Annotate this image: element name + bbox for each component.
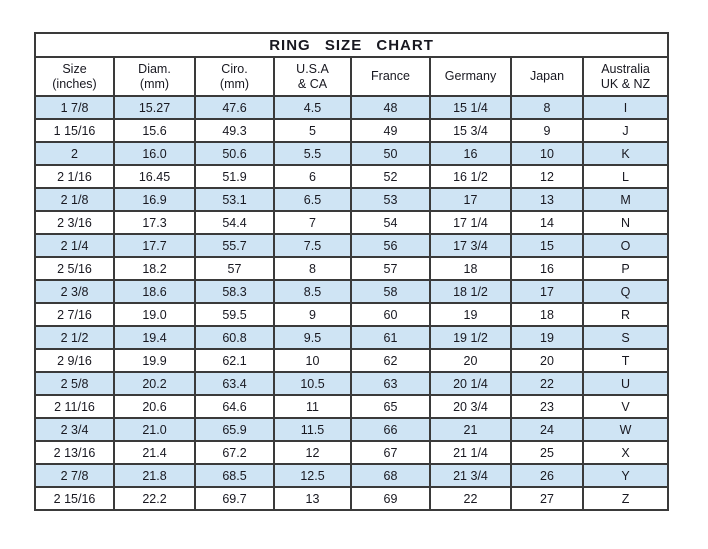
column-header-line1: Australia <box>601 61 650 76</box>
table-row <box>35 487 668 510</box>
table-cell: 21 1/4 <box>430 441 511 464</box>
table-row <box>35 303 668 326</box>
table-cell: 19 1/2 <box>430 326 511 349</box>
table-cell: 63 <box>351 372 430 395</box>
table-cell: Y <box>583 464 668 487</box>
table-cell: 16 <box>511 257 583 280</box>
table-cell: 21 <box>430 418 511 441</box>
column-header-line1: Germany <box>444 69 497 84</box>
table-cell: 5.5 <box>274 142 351 165</box>
column-header-line1: Diam. <box>138 61 171 76</box>
table-cell: 16.9 <box>114 188 195 211</box>
table-row <box>35 188 668 211</box>
table-cell: 12 <box>511 165 583 188</box>
table-cell: 9 <box>274 303 351 326</box>
table-cell: O <box>583 234 668 257</box>
table-cell: 1 7/8 <box>35 96 114 119</box>
table-cell: 2 13/16 <box>35 441 114 464</box>
table-cell: 57 <box>195 257 274 280</box>
table-cell: 17 <box>511 280 583 303</box>
table-cell: W <box>583 418 668 441</box>
table-row <box>35 234 668 257</box>
table-row <box>35 165 668 188</box>
column-header-line1: Size <box>62 61 87 76</box>
table-cell: 2 1/8 <box>35 188 114 211</box>
table-cell: 54.4 <box>195 211 274 234</box>
table-cell: Q <box>583 280 668 303</box>
table-cell: 53 <box>351 188 430 211</box>
table-row <box>35 441 668 464</box>
table-cell: 20 1/4 <box>430 372 511 395</box>
table-cell: 17 1/4 <box>430 211 511 234</box>
table-cell: 26 <box>511 464 583 487</box>
table-cell: 2 3/8 <box>35 280 114 303</box>
table-cell: 20.6 <box>114 395 195 418</box>
table-cell: 20.2 <box>114 372 195 395</box>
table-cell: 22 <box>430 487 511 510</box>
column-header-line2: UK & NZ <box>600 76 651 91</box>
table-cell: 48 <box>351 96 430 119</box>
table-cell: 17.7 <box>114 234 195 257</box>
table-cell: 21.8 <box>114 464 195 487</box>
table-cell: V <box>583 395 668 418</box>
table-cell: 10 <box>511 142 583 165</box>
table-cell: 16.0 <box>114 142 195 165</box>
column-header-line1: U.S.A <box>296 61 329 76</box>
table-cell: X <box>583 441 668 464</box>
table-row <box>35 326 668 349</box>
table-row <box>35 395 668 418</box>
table-cell: 62 <box>351 349 430 372</box>
table-cell: 11 <box>274 395 351 418</box>
table-cell: 19.4 <box>114 326 195 349</box>
table-cell: 1 15/16 <box>35 119 114 142</box>
table-cell: 2 1/4 <box>35 234 114 257</box>
table-cell: 57 <box>351 257 430 280</box>
table-cell: 2 3/16 <box>35 211 114 234</box>
table-cell: 64.6 <box>195 395 274 418</box>
table-cell: 15 1/4 <box>430 96 511 119</box>
table-cell: 52 <box>351 165 430 188</box>
table-row <box>35 119 668 142</box>
column-header-japan <box>511 57 583 96</box>
column-header-line2: (mm) <box>219 76 250 91</box>
table-cell: 15.27 <box>114 96 195 119</box>
table-cell: 49 <box>351 119 430 142</box>
chart-title-row <box>35 33 668 57</box>
table-cell: 10 <box>274 349 351 372</box>
table-row <box>35 418 668 441</box>
table-cell: 2 9/16 <box>35 349 114 372</box>
table-cell: 7 <box>274 211 351 234</box>
table-cell: 19 <box>430 303 511 326</box>
column-header-australia <box>583 57 668 96</box>
table-row <box>35 372 668 395</box>
table-row <box>35 211 668 234</box>
table-cell: 18.2 <box>114 257 195 280</box>
table-cell: 63.4 <box>195 372 274 395</box>
table-cell: 60 <box>351 303 430 326</box>
table-cell: 54 <box>351 211 430 234</box>
table-cell: 15.6 <box>114 119 195 142</box>
table-cell: 20 3/4 <box>430 395 511 418</box>
table-cell: 67.2 <box>195 441 274 464</box>
ring-size-chart-table <box>34 32 669 511</box>
table-cell: 9 <box>511 119 583 142</box>
table-cell: 58.3 <box>195 280 274 303</box>
table-cell: 59.5 <box>195 303 274 326</box>
table-cell: 47.6 <box>195 96 274 119</box>
table-cell: 19.9 <box>114 349 195 372</box>
table-cell: 51.9 <box>195 165 274 188</box>
table-cell: 50 <box>351 142 430 165</box>
table-cell: S <box>583 326 668 349</box>
table-cell: 69.7 <box>195 487 274 510</box>
table-cell: 16 <box>430 142 511 165</box>
column-header-line1: Ciro. <box>221 61 248 76</box>
table-cell: 13 <box>511 188 583 211</box>
column-header-ciro <box>195 57 274 96</box>
table-row <box>35 464 668 487</box>
column-header-line2: (inches) <box>52 76 97 91</box>
table-cell: 22 <box>511 372 583 395</box>
table-cell: 8 <box>274 257 351 280</box>
column-header-line2: & CA <box>297 76 328 91</box>
table-cell: 19 <box>511 326 583 349</box>
column-header-line1: France <box>371 69 410 84</box>
table-cell: 65.9 <box>195 418 274 441</box>
table-cell: 2 7/16 <box>35 303 114 326</box>
table-cell: J <box>583 119 668 142</box>
table-cell: 21 3/4 <box>430 464 511 487</box>
table-row <box>35 257 668 280</box>
table-cell: 58 <box>351 280 430 303</box>
table-cell: M <box>583 188 668 211</box>
table-cell: N <box>583 211 668 234</box>
table-cell: 18 <box>430 257 511 280</box>
column-header-size <box>35 57 114 96</box>
table-cell: 55.7 <box>195 234 274 257</box>
table-cell: 18.6 <box>114 280 195 303</box>
column-header-line2: (mm) <box>139 76 170 91</box>
table-cell: U <box>583 372 668 395</box>
table-cell: 16.45 <box>114 165 195 188</box>
column-header-diam <box>114 57 195 96</box>
table-cell: K <box>583 142 668 165</box>
table-cell: 53.1 <box>195 188 274 211</box>
table-cell: 49.3 <box>195 119 274 142</box>
table-cell: 7.5 <box>274 234 351 257</box>
table-cell: 10.5 <box>274 372 351 395</box>
table-cell: 2 7/8 <box>35 464 114 487</box>
table-cell: 21.0 <box>114 418 195 441</box>
table-cell: 2 5/8 <box>35 372 114 395</box>
column-header-germany <box>430 57 511 96</box>
column-header-line1: Japan <box>529 69 565 84</box>
table-cell: 50.6 <box>195 142 274 165</box>
table-cell: 2 1/16 <box>35 165 114 188</box>
table-cell: 56 <box>351 234 430 257</box>
table-cell: 11.5 <box>274 418 351 441</box>
table-cell: 60.8 <box>195 326 274 349</box>
table-cell: 18 1/2 <box>430 280 511 303</box>
table-cell: 19.0 <box>114 303 195 326</box>
table-cell: 2 1/2 <box>35 326 114 349</box>
table-cell: T <box>583 349 668 372</box>
table-cell: 17 3/4 <box>430 234 511 257</box>
table-cell: Z <box>583 487 668 510</box>
table-cell: 5 <box>274 119 351 142</box>
table-cell: 21.4 <box>114 441 195 464</box>
column-header-usa <box>274 57 351 96</box>
table-cell: R <box>583 303 668 326</box>
table-cell: 2 <box>35 142 114 165</box>
table-cell: 12.5 <box>274 464 351 487</box>
table-cell: 15 3/4 <box>430 119 511 142</box>
table-cell: 69 <box>351 487 430 510</box>
table-cell: 14 <box>511 211 583 234</box>
table-cell: 6 <box>274 165 351 188</box>
table-cell: 8 <box>511 96 583 119</box>
table-cell: 13 <box>274 487 351 510</box>
table-cell: 2 15/16 <box>35 487 114 510</box>
table-row <box>35 280 668 303</box>
column-header-row <box>35 57 668 96</box>
table-row <box>35 96 668 119</box>
table-cell: 17 <box>430 188 511 211</box>
table-cell: 2 11/16 <box>35 395 114 418</box>
table-cell: 12 <box>274 441 351 464</box>
table-cell: 66 <box>351 418 430 441</box>
table-cell: 2 3/4 <box>35 418 114 441</box>
table-cell: 65 <box>351 395 430 418</box>
table-cell: 2 5/16 <box>35 257 114 280</box>
table-cell: 68.5 <box>195 464 274 487</box>
table-cell: 15 <box>511 234 583 257</box>
table-cell: 22.2 <box>114 487 195 510</box>
table-cell: 67 <box>351 441 430 464</box>
table-cell: 27 <box>511 487 583 510</box>
table-cell: 20 <box>511 349 583 372</box>
table-row <box>35 142 668 165</box>
table-cell: I <box>583 96 668 119</box>
table-cell: 9.5 <box>274 326 351 349</box>
table-cell: 8.5 <box>274 280 351 303</box>
table-cell: 4.5 <box>274 96 351 119</box>
table-cell: 20 <box>430 349 511 372</box>
table-cell: 6.5 <box>274 188 351 211</box>
table-cell: P <box>583 257 668 280</box>
chart-title: RING SIZE CHART <box>35 33 668 57</box>
table-cell: 17.3 <box>114 211 195 234</box>
table-cell: 62.1 <box>195 349 274 372</box>
table-cell: 23 <box>511 395 583 418</box>
table-cell: 61 <box>351 326 430 349</box>
table-cell: 24 <box>511 418 583 441</box>
table-cell: 25 <box>511 441 583 464</box>
table-cell: L <box>583 165 668 188</box>
column-header-france <box>351 57 430 96</box>
table-cell: 16 1/2 <box>430 165 511 188</box>
table-cell: 68 <box>351 464 430 487</box>
table-row <box>35 349 668 372</box>
table-cell: 18 <box>511 303 583 326</box>
